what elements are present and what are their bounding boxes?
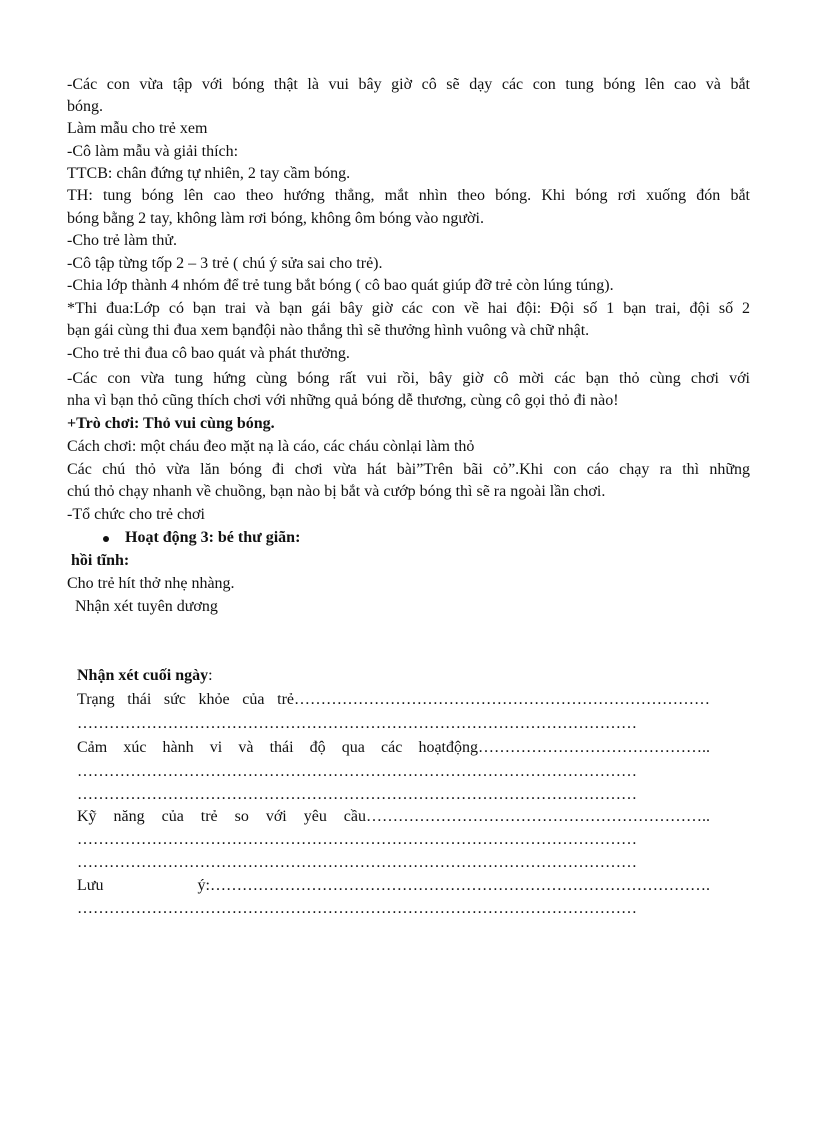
activity3-sub: hồi tĩnh: [71, 552, 130, 569]
review-line: Kỹ năng của trẻ so với yêu cầu……………………………………………………….. [77, 808, 710, 825]
review-line: …………………………………………………………………………………………… [77, 854, 637, 871]
text-line: -Cho trẻ thi đua cô bao quát và phát thưởng. [67, 345, 350, 362]
review-line: …………………………………………………………………………………………… [77, 763, 637, 780]
bullet-icon [103, 536, 109, 542]
text-line: Cho trẻ hít thở nhẹ nhàng. [67, 575, 235, 592]
text-line: Làm mẫu cho trẻ xem [67, 120, 208, 137]
text-line: TH: tung bóng lên cao theo hướng thẳng, mắt nhìn theo bóng. Khi bóng rơi xuống đón bắt [67, 187, 750, 204]
review-title-text: Nhận xét cuối ngày [77, 667, 209, 684]
text-line: -Tổ chức cho trẻ chơi [67, 506, 205, 523]
review-line: Lưu ý:…………………………………………………………………………………. [77, 877, 710, 894]
text-line: -Các con vừa tập với bóng thật là vui bây giờ cô sẽ dạy các con tung bóng lên cao và bắt [67, 76, 750, 93]
review-title-colon: : [208, 667, 213, 684]
text-line: nha vì bạn thỏ cũng thích chơi với những quả bóng dễ thương, cùng cô gọi thỏ đi nào! [67, 392, 619, 409]
text-line: *Thi đua:Lớp có bạn trai và bạn gái bây giờ các con về hai đội: Đội số 1 bạn trai, đội số 2 [67, 300, 750, 317]
text-line: -Các con vừa tung hứng cùng bóng rất vui rồi, bây giờ cô mời các bạn thỏ cùng chơi với [67, 370, 750, 387]
text-line: bóng bằng 2 tay, không làm rơi bóng, không ôm bóng vào người. [67, 210, 484, 227]
review-title [77, 666, 213, 686]
text-line: TTCB: chân đứng tự nhiên, 2 tay cầm bóng. [67, 165, 351, 182]
text-line: -Chia lớp thành 4 nhóm để trẻ tung bắt bóng ( cô bao quát giúp đỡ trẻ còn lúng túng). [67, 277, 614, 294]
review-line: Cảm xúc hành vi và thái độ qua các hoạtđộng…………………………………….. [77, 739, 710, 756]
game-heading: +Trò chơi: Thỏ vui cùng bóng. [67, 415, 275, 432]
review-line: …………………………………………………………………………………………… [77, 786, 637, 803]
review-line: Trạng thái sức khỏe của trẻ…………………………………………………………………… [77, 691, 710, 708]
text-line: -Cho trẻ làm thử. [67, 232, 177, 249]
activity3-heading: Hoạt động 3: bé thư giãn: [125, 529, 301, 546]
text-line: Cách chơi: một cháu đeo mặt nạ là cáo, các cháu cònlại làm thỏ [67, 438, 475, 455]
text-line: -Cô làm mẫu và giải thích: [67, 143, 239, 160]
review-line: …………………………………………………………………………………………… [77, 900, 637, 917]
text-line: bạn gái cùng thi đua xem bạnđội nào thắng thì sẽ thưởng hình vuông và chữ nhật. [67, 322, 590, 339]
text-line: -Cô tập từng tốp 2 – 3 trẻ ( chú ý sửa sai cho trẻ). [67, 255, 383, 272]
text-line: Các chú thỏ vừa lăn bóng đi chơi vừa hát bài”Trên bãi cỏ”.Khi con cáo chạy ra thì những [67, 461, 750, 478]
review-line: …………………………………………………………………………………………… [77, 715, 637, 732]
text-line: Nhận xét tuyên dương [75, 598, 218, 615]
text-line: chú thỏ chạy nhanh về chuồng, bạn nào bị bắt và cướp bóng thì sẽ ra ngoài lần chơi. [67, 483, 606, 500]
text-line: bóng. [67, 98, 103, 115]
review-line: …………………………………………………………………………………………… [77, 831, 637, 848]
